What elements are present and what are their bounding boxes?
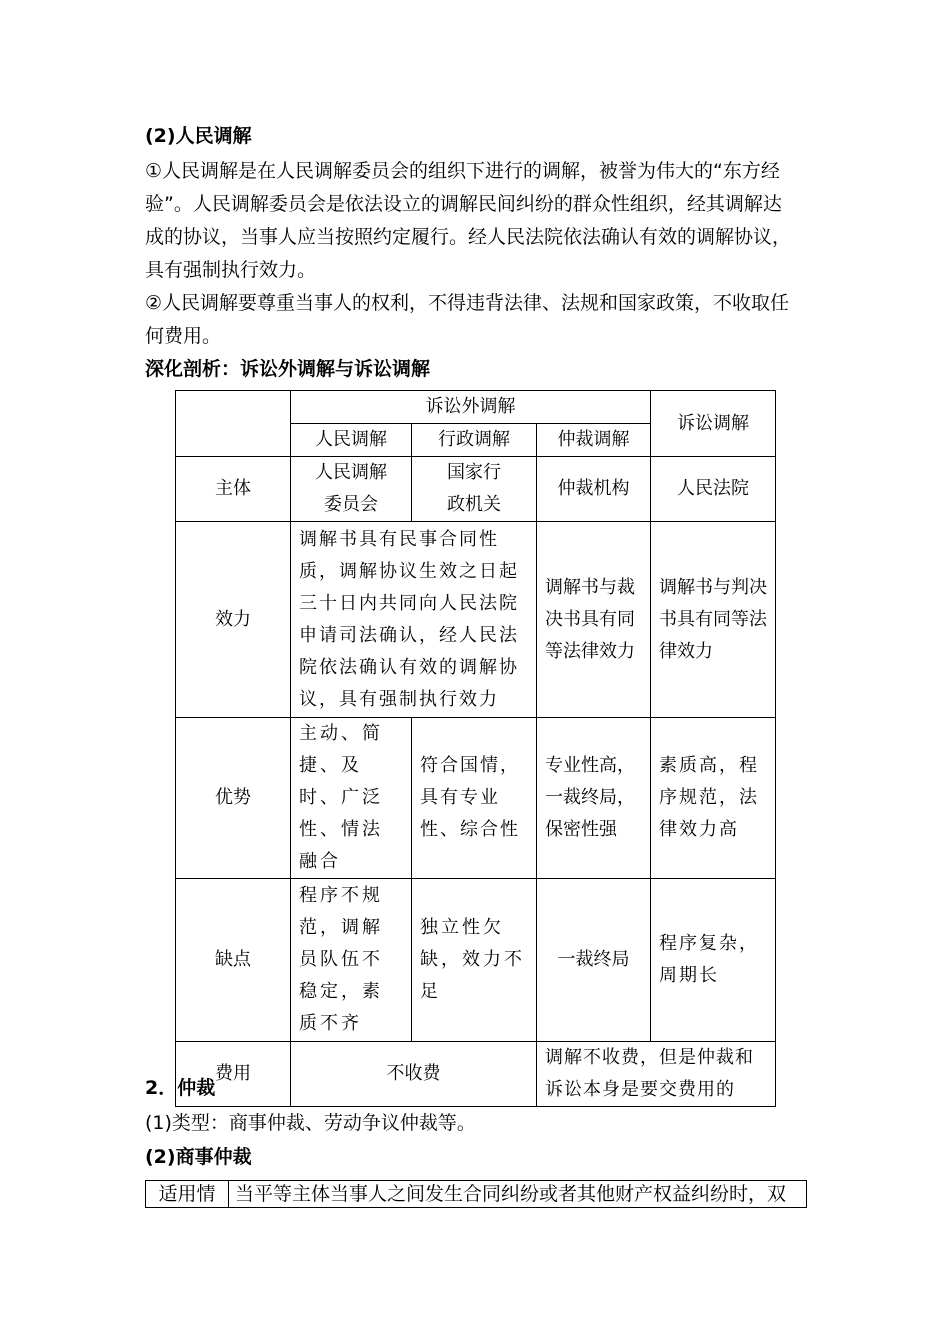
paragraph1-line2: 验”。人民调解委员会是依法设立的调解民间纠纷的群众性组织，经其调解达 <box>145 193 782 215</box>
cell-effect-arbitration: 调解书与裁决书具有同等法律效力 <box>537 522 651 718</box>
cell-defect-people: 程序不规范，调解员队伍不稳定，素质不齐 <box>291 879 412 1042</box>
cell-fee-other: 调解不收费，但是仲裁和诉讼本身是要交费用的 <box>537 1042 776 1107</box>
cell-advantage-litigation: 素质高，程序规范，法律效力高 <box>651 718 776 879</box>
row-label-effect: 效力 <box>176 522 291 718</box>
arbitration-heading: 2．仲裁 <box>145 1077 216 1099</box>
cell-subject-litigation: 人民法院 <box>651 457 776 522</box>
cell-fee-out-of-court: 不收费 <box>291 1042 537 1107</box>
analysis-heading: 深化剖析：诉讼外调解与诉讼调解 <box>145 358 431 380</box>
header-out-of-court: 诉讼外调解 <box>291 391 651 424</box>
commercial-arbitration-table <box>145 1180 807 1208</box>
subheader-admin: 行政调解 <box>412 424 537 457</box>
cell-defect-admin: 独立性欠缺，效力不足 <box>412 879 537 1042</box>
mediation-comparison-table <box>175 390 776 1107</box>
cell-subject-people: 人民调解委员会 <box>291 457 412 522</box>
row-label-defect: 缺点 <box>176 879 291 1042</box>
paragraph2-line1: ②人民调解要尊重当事人的权利，不得违背法律、法规和国家政策，不收取任 <box>145 292 790 314</box>
table-corner-cell <box>176 391 291 457</box>
header-litigation: 诉讼调解 <box>651 391 776 457</box>
cell-subject-arbitration: 仲裁机构 <box>537 457 651 522</box>
cell-effect-out-of-court: 调解书具有民事合同性质，调解协议生效之日起三十日内共同向人民法院申请司法确认，经人民法院依法确认有效的调解协议，具有强制执行效力 <box>291 522 537 718</box>
bottom-table-label: 适用情 <box>146 1181 229 1208</box>
row-label-subject: 主体 <box>176 457 291 522</box>
subheader-people: 人民调解 <box>291 424 412 457</box>
subheader-arbitration: 仲裁调解 <box>537 424 651 457</box>
bottom-table-text: 当平等主体当事人之间发生合同纠纷或者其他财产权益纠纷时，双 <box>229 1181 807 1208</box>
section-heading-people-mediation: (2)人民调解 <box>145 125 252 147</box>
cell-advantage-people: 主动、简捷、及时、广泛性、情法融合 <box>291 718 412 879</box>
commercial-arbitration-heading: (2)商事仲裁 <box>145 1146 252 1168</box>
arbitration-types-line: (1)类型：商事仲裁、劳动争议仲裁等。 <box>145 1112 476 1134</box>
paragraph1-line4: 具有强制执行效力。 <box>145 259 317 281</box>
cell-defect-arbitration: 一裁终局 <box>537 879 651 1042</box>
cell-defect-litigation: 程序复杂，周期长 <box>651 879 776 1042</box>
paragraph1-line1: ①人民调解是在人民调解委员会的组织下进行的调解，被誉为伟大的“东方经 <box>145 160 780 182</box>
row-label-advantage: 优势 <box>176 718 291 879</box>
cell-subject-admin: 国家行政机关 <box>412 457 537 522</box>
paragraph2-line2: 何费用。 <box>145 325 222 347</box>
cell-advantage-admin: 符合国情，具有专业性、综合性 <box>412 718 537 879</box>
cell-advantage-arbitration: 专业性高，一裁终局，保密性强 <box>537 718 651 879</box>
paragraph1-line3: 成的协议，当事人应当按照约定履行。经人民法院依法确认有效的调解协议， <box>145 226 792 248</box>
row-label-fee: 费用 <box>176 1042 291 1107</box>
cell-effect-litigation: 调解书与判决书具有同等法律效力 <box>651 522 776 718</box>
